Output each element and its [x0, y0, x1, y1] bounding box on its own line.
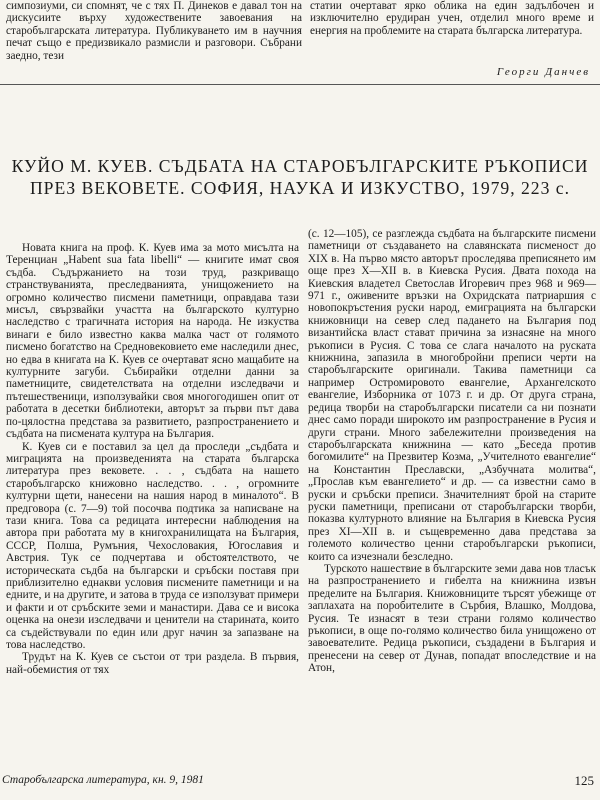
body-paragraph: Турското нашествие в българските земи дава нов тласък на разпространението и гибелта на книжнина извън пределите на България. Книжовниците търсят убежище от заплахата на поробителите в Сърбия, Влашко, Молдова, Русия. Те изнасят в тези страни голямо количество ръкописи, в още по-голямо количество била унищожено от завоевателите. Редица ръкописи, създадени в България и пренесени на север от Дунав, попадат впоследствие и на Атон, — [308, 562, 596, 675]
body-left-column — [6, 242, 299, 676]
top-left-paragraph: симпозиуми, си спомнят, че с тях П. Динеков е давал тон на дискусиите върху художествените завоевания на старобългарската литература. Публикуването им в научния печат също е предизвикало размисли и разговори. Събрани заедно, тези — [6, 0, 302, 62]
journal-reference: Старобългарска литература, кн. 9, 1981 — [2, 774, 204, 786]
review-title-line-2: ПРЕЗ ВЕКОВЕТЕ. СОФИЯ, НАУКА И ИЗКУСТВО, 1979, 223 с. — [29, 178, 571, 198]
author-signature: Георги Данчев — [496, 66, 590, 78]
body-right-column — [308, 228, 596, 675]
section-divider — [0, 84, 600, 85]
body-paragraph: Новата книга на проф. К. Куев има за мото мисълта на Теренциан „Habent sua fata libelli“ — книгите имат своя съдба. Съдържанието на този труд, разкриващо странствуванията, преследванията, унищожението на огромно количество писмени паметници, оправдава тази мисъл, свързвайки участта на българското културно наследство с трагичната история на народа. Не изкуства винаги е било известно каква малка част от голямото писмено богатство на Средновековието еме наследили днес, но едва в книгата на К. Куев се очертават ясно мащабите на културните загуби. Събирайки отделни данни за паметниците, свидетелствата на отделни изследвачи и пътешественици, използувайки своя многогодишен опит от работата в десетки библиотеки, авторът за първи път дава по-цялостна представа за развитието, разпространението и съдбата на писмената култура на България. — [6, 242, 299, 441]
review-title-line-1: КУЙО М. КУЕВ. СЪДБАТА НА СТАРОБЪЛГАРСКИТЕ РЪКОПИСИ — [11, 156, 589, 176]
review-title — [6, 155, 594, 199]
top-right-paragraph: статии очертават ярко облика на един задълбочен и изключително ерудиран учен, отделил много време и енергия на проблемите на старата българска литература. — [310, 0, 594, 37]
body-paragraph: К. Куев си е поставил за цел да проследи „съдбата и миграцията на произведенията на старата българска литература през вековете. . . , съдбата на нашето старобългарско книжовно наследство. . . , огромните културни щети, нанесени на нашия народ в миналото“. В предговора (с. 7—9) той посочва подтика за написване на тази книга. Това са редицата интересни наблюдения на автора при работата му в книгохранилищата на България, СССР, Полша, Румъния, Чехословакия, Югославия и Австрия. Тук се подчертава и обстоятелството, че историческата съдба на български и сръбски поставя при приблизително еднакви условия писмените паметници и на едните, и на другите, и затова в труда се използуват примери и факти и от сръбските земи и манастири. Дава се и висока оценка на онези изследвачи и ценители на старината, които са съдействували по един или друг начин за запазване на това наследство. — [6, 440, 299, 651]
top-left-column — [6, 0, 302, 62]
page-footer — [2, 774, 594, 790]
body-paragraph: Трудът на К. Куев се състои от три раздела. В първия, най-обемистия от тях — [6, 651, 299, 676]
top-right-column — [310, 0, 594, 37]
page-number: 125 — [574, 773, 594, 788]
body-paragraph: (с. 12—105), се разглежда съдбата на българските писмени паметници от създаването на славянската писменост до XIX в. На първо място авторът проследява преписянето им още през X—XII в. в Киевска Русия. Двата похода на Киевския владетел Светослав Игоревич през 968 и 969—971 г., оживените връзки на Охридската патриаршия с новопокръстения руски народ, емиграцията на български книжовници на север след падането на България под византийска власт стават причина за изнасяне на много ръкописи в Русия. С това се слага началото на руската книжнина, запазила в многобройни преписи черти на старобългарските оригинали. Такива паметници са например Остромировото евангелие, Архангелското евангелие, Изборника от 1073 г. и др. От друга страна, редица творби на старобългарски писатели са ни познати днес само поради широкото им разпространение в Русия и други страни. Много забележителни произведения на старобългарската книжнина — като „Беседа против богомилите“ на Презвитер Козма, „Учителното евангелие“ на Константин Преславски, „Азбучната молитва“, „Прослав към евангелието“ и др. — са известни само в руски и сръбски преписи. Значителният брой на старите руски паметници, преписани от старобългарски творби, показва културното влияние на България в Киевска Русия през XI—XII в. и същевременно дава представа за големото количество ценни старобългарски ръкописи, които са изчезнали безследно. — [308, 228, 596, 563]
